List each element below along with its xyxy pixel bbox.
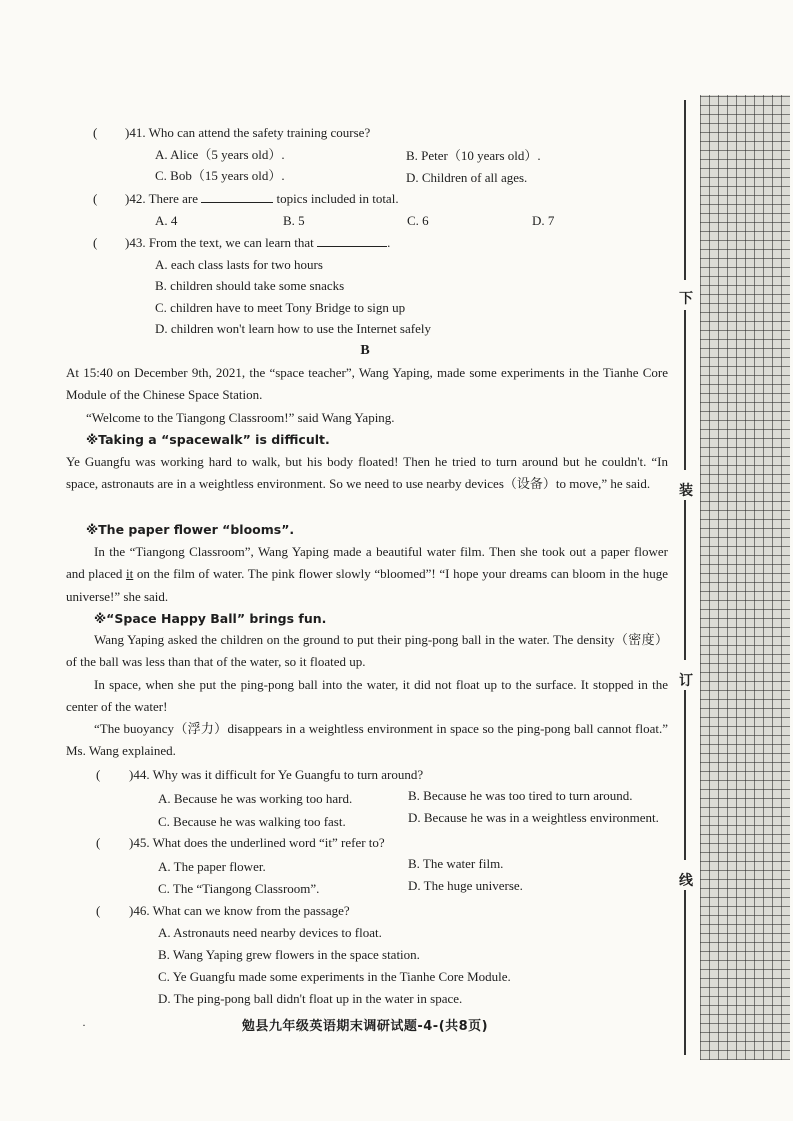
q41-option-b: B. Peter（10 years old）. [406,148,541,163]
q42-option-d: D. 7 [532,213,555,228]
question-42-stem [125,191,399,207]
binding-margin-pattern [700,95,790,1060]
q45-option-c: C. The “Tiangong Classroom”. [158,881,320,896]
passage-paragraph: “The buoyancy（浮力）disappears in a weightless environment in space so the ping-pong ball cannot float.” Ms. Wang explained. [66,721,668,759]
q46-option-d: D. The ping-pong ball didn't float up in the water in space. [158,991,463,1006]
q43-option-a: A. each class lasts for two hours [155,257,323,272]
margin-label: 线 [677,870,695,890]
passage-subheading: ※Taking a “spacewalk” is difficult. [86,432,330,447]
cut-line [684,500,686,660]
paragraph-text: on the film of water. The pink flower slowly “bloomed”! “I hope your dreams can bloom in the huge universe!” she said. [66,566,668,604]
q45-option-a: A. The paper flower. [158,859,266,874]
q42-option-c: C. 6 [407,213,429,228]
passage-paragraph: At 15:40 on December 9th, 2021, the “space teacher”, Wang Yaping, made some experiments in the Tianhe Core Module of the Chinese Space Station. [66,365,668,403]
q43-stem-end: . [387,235,391,250]
q46-option-c: C. Ye Guangfu made some experiments in the Tianhe Core Module. [158,969,511,984]
cut-line [684,100,686,280]
question-45-stem: )45. What does the underlined word “it” refer to? [129,835,385,850]
answer-paren: ( [96,767,101,782]
q44-option-b: B. Because he was too tired to turn around. [408,788,633,803]
passage-paragraph [66,541,668,608]
passage-paragraph: Wang Yaping asked the children on the ground to put their ping-pong ball in the water. The density（密度）of the ball was less than that of the water, so it floated up. [66,632,668,670]
fill-blank [201,191,273,203]
margin-label: 装 [677,480,695,500]
q43-option-c: C. children have to meet Tony Bridge to sign up [155,300,406,315]
margin-label: 下 [677,288,695,308]
q43-option-b: B. children should take some snacks [155,278,345,293]
cut-line [684,310,686,470]
q44-option-a: A. Because he was working too hard. [158,791,353,806]
q45-option-d: D. The huge universe. [408,878,523,893]
footer-mark: · [82,1018,86,1032]
question-43-stem [125,235,390,251]
q44-option-d: D. Because he was in a weightless environment. [408,810,659,825]
q41-option-a: A. Alice（5 years old）. [155,147,285,162]
q43-option-d: D. children won't learn how to use the Internet safely [155,321,431,336]
answer-paren: ( [93,235,98,250]
answer-paren: ( [96,835,101,850]
passage-subheading: ※“Space Happy Ball” brings fun. [94,611,327,626]
passage-paragraph: “Welcome to the Tiangong Classroom!” said Wang Yaping. [86,410,395,425]
answer-paren: ( [96,903,101,918]
answer-paren: ( [93,191,98,206]
q45-option-b: B. The water film. [408,856,504,871]
q41-option-d: D. Children of all ages. [406,170,528,185]
page-footer: 勉县九年级英语期末调研试题-4-(共8页) [241,1019,489,1034]
question-44-stem: )44. Why was it difficult for Ye Guangfu to turn around? [129,767,424,782]
q43-stem-start: )43. From the text, we can learn that [125,235,314,250]
question-41-stem: )41. Who can attend the safety training course? [125,125,371,140]
q42-stem-start: )42. There are [125,191,199,206]
q46-option-b: B. Wang Yaping grew flowers in the space station. [158,947,420,962]
passage-paragraph: Ye Guangfu was working hard to walk, but his body floated! Then he tried to turn around but he couldn't. “In space, astronauts are in a weightless environment. So we need to use nearby devices（设备）to move,” he said. [66,454,668,492]
q42-option-a: A. 4 [155,213,178,228]
q41-option-c: C. Bob（15 years old）. [155,168,285,183]
q42-option-b: B. 5 [283,213,305,228]
q46-option-a: A. Astronauts need nearby devices to float. [158,925,382,940]
section-heading: B [360,343,370,358]
passage-subheading: ※The paper flower “blooms”. [86,522,295,537]
cut-line [684,690,686,860]
underlined-word: it [126,566,134,582]
margin-label: 订 [677,670,695,690]
question-46-stem: )46. What can we know from the passage? [129,903,350,918]
fill-blank [317,235,387,247]
q42-stem-end: topics included in total. [276,191,399,206]
paragraph-text: In the “Tiangong Classroom”, Wang Yaping made a beautiful water film. Then she took out a paper flower and placed [66,544,668,582]
answer-paren: ( [93,125,98,140]
q44-option-c: C. Because he was walking too fast. [158,814,346,829]
passage-paragraph: In space, when she put the ping-pong ball into the water, it did not float up to the surface. It stopped in the center of the water! [66,677,668,715]
cut-line [684,890,686,1055]
